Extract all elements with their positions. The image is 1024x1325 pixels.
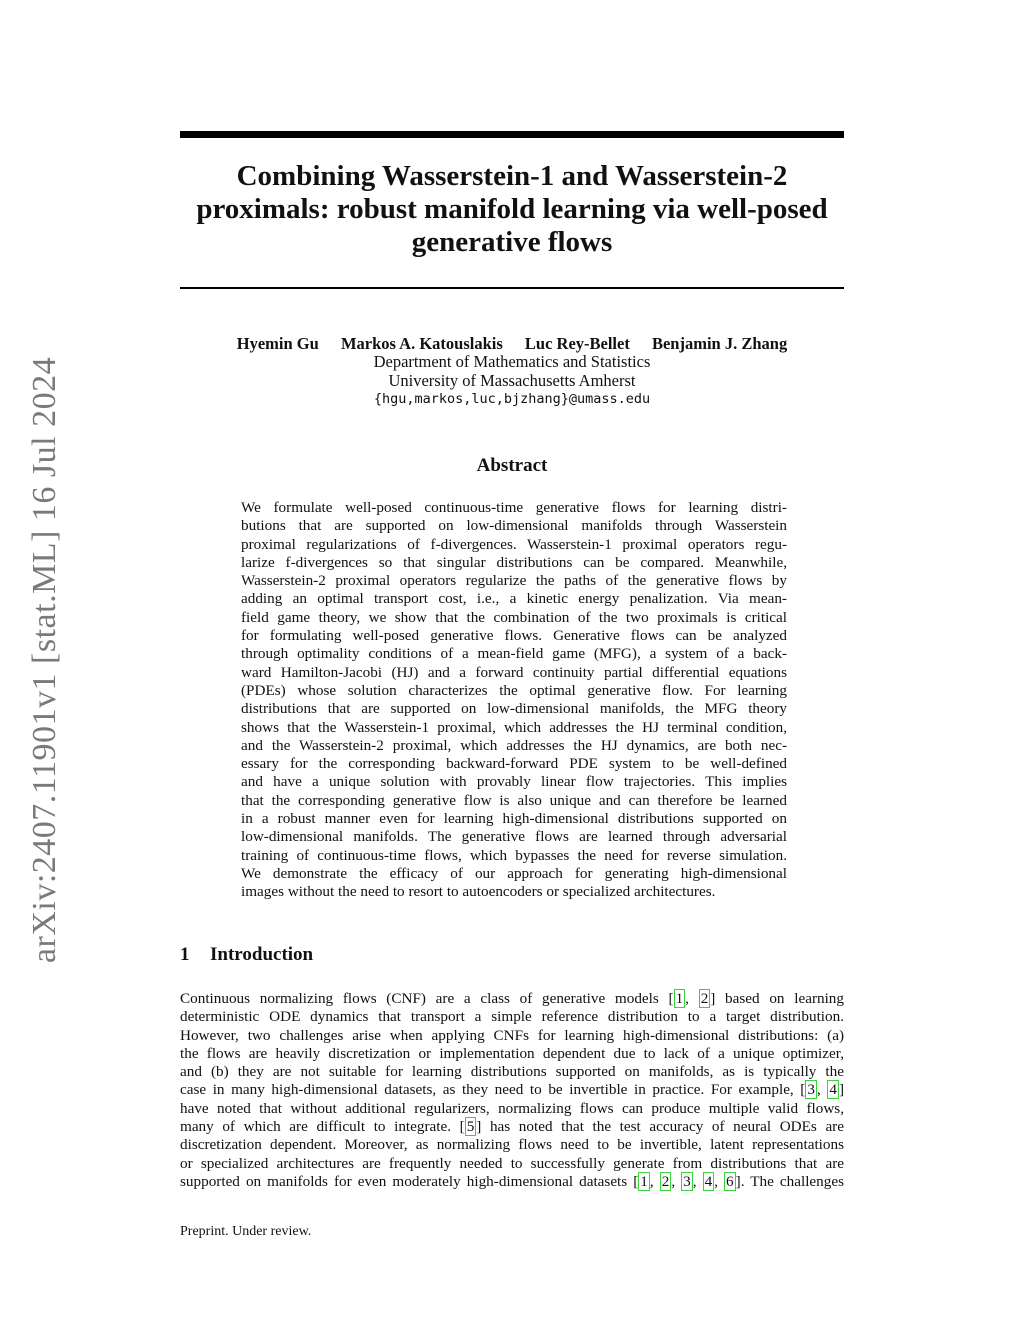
title-top-rule (180, 131, 844, 138)
section-number: 1 (180, 944, 190, 965)
author-name: Luc Rey-Bellet (524, 334, 630, 353)
intro-line: many of which are difficult to integrate. [ 5 ] has noted that the test accuracy of neural ODEs are (180, 1118, 844, 1136)
abstract-line: images without the need to resort to autoencoders or specialized architectures. (241, 883, 716, 901)
abstract-line: (PDEs) whose solution characterizes the optimal generative flow. For learning (241, 681, 787, 699)
abstract-line: Wasserstein-2 proximal operators regularize the paths of the generative flows by (241, 572, 787, 590)
intro-line: Continuous normalizing flows (CNF) are a class of generative models [ 1 , 2 ] based on learning (180, 990, 844, 1007)
intro-line: the flows are heavily discretization or implementation dependent due to lack of a unique optimizer, (180, 1044, 844, 1062)
arxiv-identifier: arXiv:2407.11901v1 [stat.ML] 16 Jul 2024 (26, 356, 63, 964)
abstract-line: essary for the corresponding backward-forward PDE system to be well-defined (241, 755, 787, 773)
title-line: Combining Wasserstein-1 and Wasserstein-2 (236, 160, 788, 192)
abstract-line: shows that the Wasserstein-1 proximal, which addresses the HJ terminal condition, (241, 718, 787, 736)
title-line: generative flows (411, 226, 613, 258)
intro-line: case in many high-dimensional datasets, as they need to be invertible in practice. For example, [ 3 , 4 ] (180, 1081, 844, 1099)
citation-link[interactable]: 4 (829, 1081, 837, 1099)
author-name: Markos A. Katouslakis (340, 334, 503, 353)
abstract-line: field game theory, we show that the combination of the two proximals is critical (241, 608, 787, 626)
abstract-line: proximal regularizations of f-divergences. Wasserstein-1 proximal operators regu- (241, 535, 787, 553)
abstract-line: butions that are supported on low-dimensional manifolds through Wasserstein (241, 517, 787, 535)
abstract-line: low-dimensional manifolds. The generative flows are learned through adversarial (241, 828, 787, 846)
abstract-line: ward Hamilton-Jacobi (HJ) and a forward continuity partial differential equations (241, 663, 787, 681)
citation-link[interactable]: 2 (700, 990, 709, 1007)
section-title: Introduction (210, 944, 314, 965)
paper-title (180, 160, 844, 259)
citation-link[interactable]: 5 (466, 1118, 475, 1136)
abstract-line: We demonstrate the efficacy of our approach for generating high-dimensional (241, 864, 787, 882)
citation-link[interactable]: 2 (661, 1172, 670, 1190)
affiliation (180, 353, 844, 409)
abstract-line: for formulating well-posed generative flows. Generative flows can be analyzed (241, 627, 787, 645)
intro-line: have noted that without additional regularizers, normalizing flows can produce multiple valid flows, (180, 1099, 844, 1117)
abstract-line: We formulate well-posed continuous-time generative flows for learning distri- (241, 499, 787, 516)
email: {hgu,markos,luc,bjzhang}@umass.edu (373, 391, 651, 407)
intro-line: supported on manifolds for even moderately high-dimensional datasets [ 1 , 2 , 3 , 4 , 6 ]. The challenges (180, 1172, 845, 1190)
abstract-line: adding an optimal transport cost, i.e., a kinetic energy penalization. Via mean- (241, 590, 787, 608)
intro-line: or specialized architectures are frequently needed to successfully generate from distributions that are (180, 1154, 844, 1172)
author-name: Hyemin Gu (236, 334, 319, 353)
footer-note: Preprint. Under review. (180, 1224, 312, 1239)
introduction-body (180, 990, 844, 1191)
intro-line: However, two challenges arise when applying CNFs for learning high-dimensional distributions: (a) (180, 1026, 844, 1044)
author-name: Benjamin J. Zhang (651, 334, 788, 353)
abstract-line: larize f-divergences so that singular distributions can be compared. Meanwhile, (241, 553, 787, 571)
intro-line: discretization dependent. Moreover, as normalizing flows need to be invertible, latent representations (180, 1136, 844, 1154)
abstract-line: that the corresponding generative flow is also unique and can therefore be learned (241, 791, 787, 809)
abstract-line: through optimality conditions of a mean-field game (MFG), a system of a back- (241, 645, 787, 663)
abstract-heading: Abstract (476, 455, 548, 476)
department: Department of Mathematics and Statistics (373, 352, 651, 371)
title-bottom-rule (180, 287, 844, 289)
university: University of Massachusetts Amherst (388, 370, 636, 390)
citation-link[interactable]: 4 (704, 1172, 713, 1190)
citation-link[interactable]: 6 (726, 1172, 734, 1190)
citation-link[interactable]: 1 (675, 990, 684, 1007)
title-line: proximals: robust manifold learning via well-posed (196, 193, 828, 225)
author-list (180, 334, 844, 354)
citation-link[interactable]: 1 (640, 1172, 648, 1190)
citation-link[interactable]: 3 (683, 1172, 691, 1190)
abstract-line: in a robust manner even for learning high-dimensional distributions supported on (241, 810, 787, 828)
abstract-line: and have a unique solution with provably linear flow trajectories. This implies (241, 773, 787, 791)
abstract-body (241, 499, 787, 902)
abstract-line: and the Wasserstein-2 proximal, which addresses the HJ dynamics, are both nec- (241, 736, 787, 754)
abstract-line: training of continuous-time flows, which bypasses the need for reverse simulation. (241, 846, 787, 864)
citation-link[interactable]: 3 (807, 1081, 815, 1099)
intro-line: and (b) they are not suitable for learning distributions supported on manifolds, as is typically the (180, 1063, 844, 1081)
intro-line: deterministic ODE dynamics that transport a simple reference distribution to a target distribution. (180, 1008, 844, 1026)
section-heading (180, 944, 313, 966)
abstract-line: distributions that are supported on low-dimensional manifolds, the MFG theory (241, 700, 787, 718)
